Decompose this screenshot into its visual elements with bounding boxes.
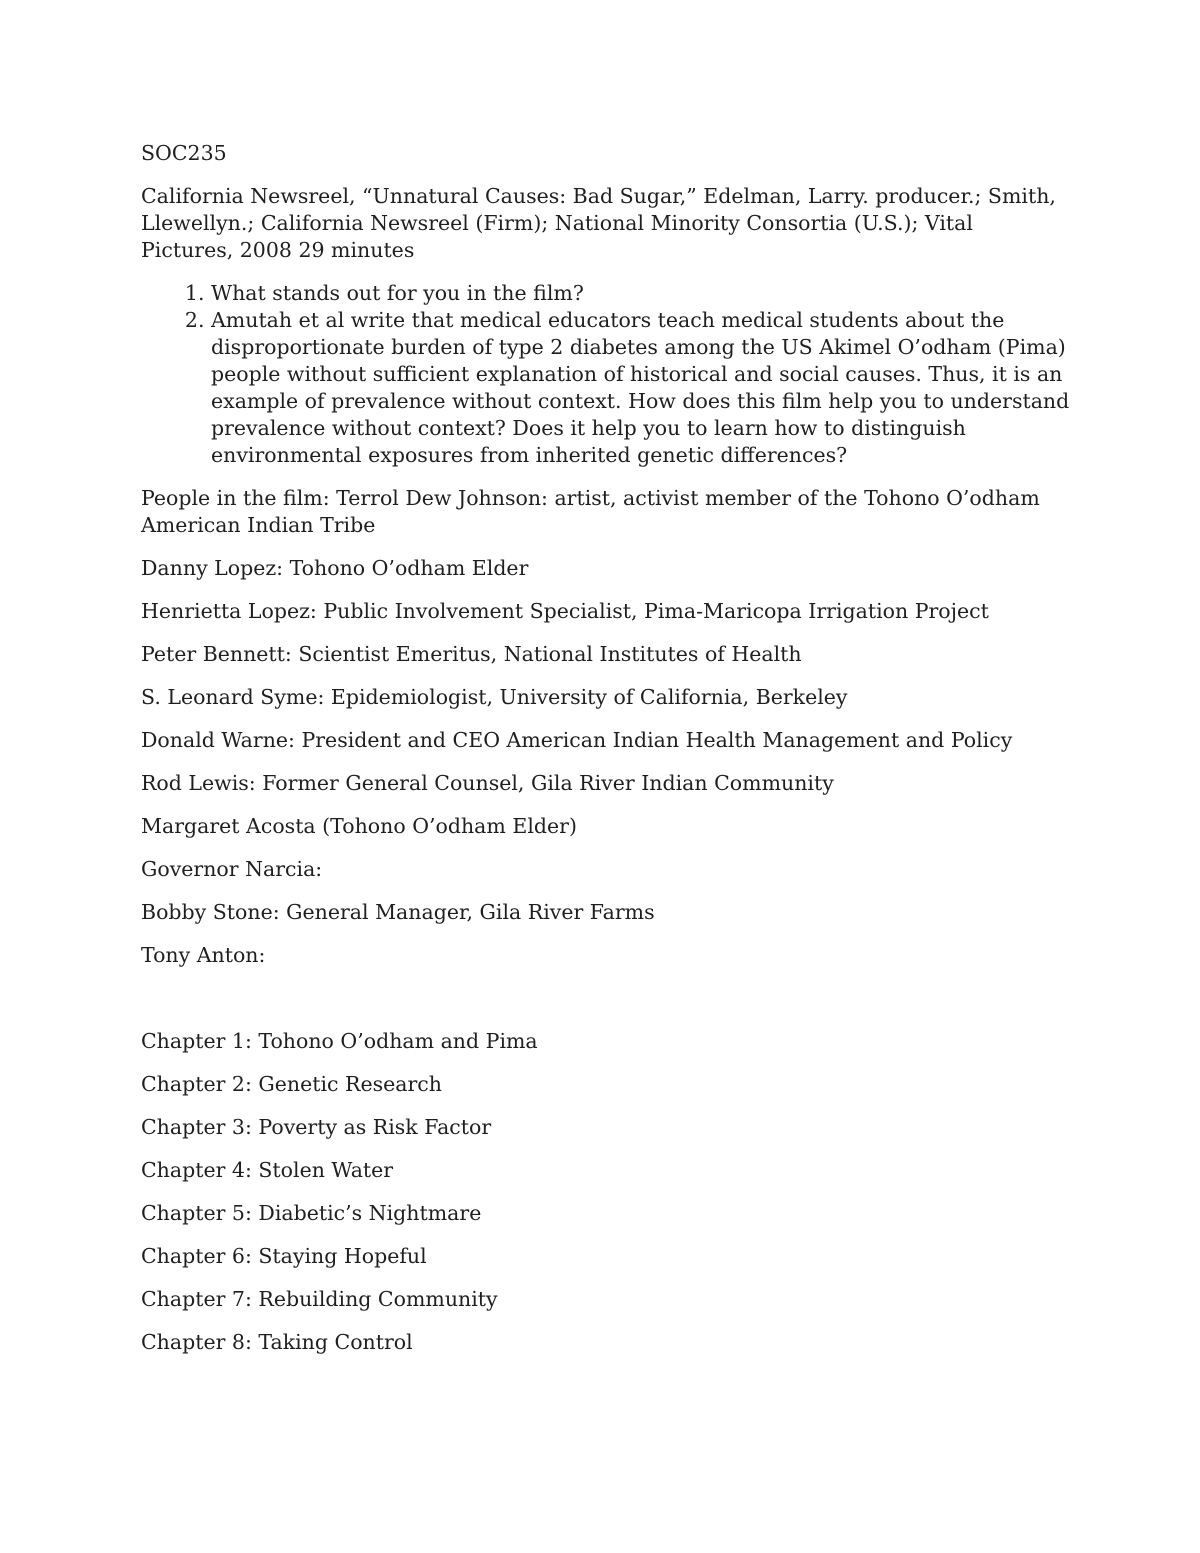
person-entry: Margaret Acosta (Tohono O’odham Elder) <box>141 814 577 838</box>
chapter-list <box>141 1028 1071 1356</box>
person-entry: Rod Lewis: Former General Counsel, Gila River Indian Community <box>141 771 834 795</box>
chapter-entry: Chapter 3: Poverty as Risk Factor <box>141 1115 492 1139</box>
chapter-entry: Chapter 2: Genetic Research <box>141 1072 442 1096</box>
person-entry: Donald Warne: President and CEO American Indian Health Management and Policy <box>141 728 1013 752</box>
question-item: 2. Amutah et al write that medical educators teach medical students about the disproportionate burden of type 2 diabetes among the US Akimel O’odham (Pima) people without sufficient explanation of historical and social causes. Thus, it is an example of prevalence without context. How does this film help you to understand prevalence without context? Does it help you to learn how to distinguish environmental exposures from inherited genetic differences? <box>211 307 1071 469</box>
chapter-entry: Chapter 1: Tohono O’odham and Pima <box>141 1029 538 1053</box>
chapter-entry: Chapter 6: Staying Hopeful <box>141 1244 427 1268</box>
person-entry: Peter Bennett: Scientist Emeritus, National Institutes of Health <box>141 642 802 666</box>
question-item: 1. What stands out for you in the film? <box>211 280 1071 307</box>
chapter-entry: Chapter 8: Taking Control <box>141 1330 413 1354</box>
person-entry: Tony Anton: <box>141 943 266 967</box>
blank-line <box>141 985 1071 1028</box>
question-list <box>141 280 1071 469</box>
person-entry: Henrietta Lopez: Public Involvement Specialist, Pima-Maricopa Irrigation Project <box>141 599 989 623</box>
person-entry: Bobby Stone: General Manager, Gila River Farms <box>141 900 655 924</box>
person-entry: Governor Narcia: <box>141 857 323 881</box>
chapter-entry: Chapter 5: Diabetic’s Nightmare <box>141 1201 482 1225</box>
course-code: SOC235 <box>141 141 227 165</box>
document-page <box>141 140 1071 1372</box>
person-entry: People in the film: Terrol Dew Johnson: artist, activist member of the Tohono O’odham American Indian Tribe <box>141 486 1040 537</box>
chapter-entry: Chapter 4: Stolen Water <box>141 1158 394 1182</box>
person-entry: S. Leonard Syme: Epidemiologist, University of California, Berkeley <box>141 685 848 709</box>
chapter-entry: Chapter 7: Rebuilding Community <box>141 1287 498 1311</box>
person-entry: Danny Lopez: Tohono O’odham Elder <box>141 556 529 580</box>
film-citation: California Newsreel, “Unnatural Causes: Bad Sugar,” Edelman, Larry. producer.; Smith, Llewellyn.; California Newsreel (Firm); National Minority Consortia (U.S.); Vital Pictures, 2008 29 minutes <box>141 184 1056 262</box>
people-list <box>141 485 1071 969</box>
